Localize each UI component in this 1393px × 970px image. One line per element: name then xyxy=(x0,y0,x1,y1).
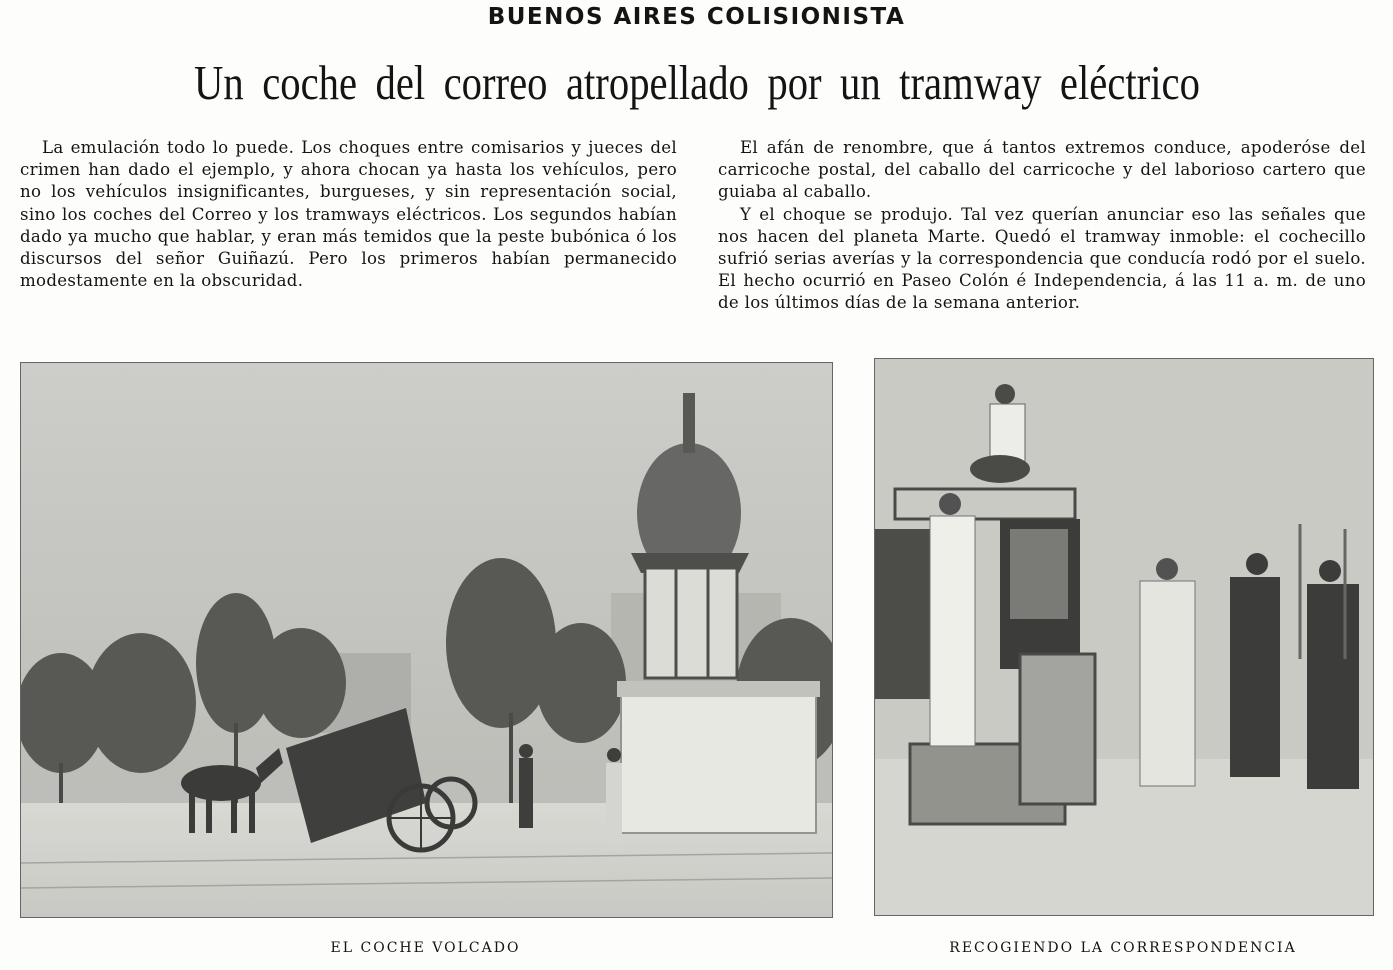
photo-caption-left: EL COCHE VOLCADO xyxy=(330,940,521,956)
photo-collecting-mail-illustration xyxy=(875,359,1373,915)
photo-caption-right: RECOGIENDO LA CORRESPONDENCIA xyxy=(949,940,1297,956)
article-paragraph: Y el choque se produjo. Tal vez querían anunciar eso las señales que nos hacen del planeta Marte. Quedó el tramway inmoble: el cochecillo sufrió serias averías y la correspondencia que conducía rodó por el suelo. El hecho ocurrió en Paseo Colón é Independencia, á las 11 a. m. de uno de los últimos días de la semana anterior. xyxy=(718,204,1366,313)
photo-overturned-coach-illustration xyxy=(21,363,832,917)
headline-text: Un coche del correo atropellado por un tramway eléctrico xyxy=(193,55,1200,110)
article-column-left xyxy=(20,137,677,292)
headline xyxy=(0,52,1393,114)
photo-collecting-mail xyxy=(874,358,1374,916)
article-column-right xyxy=(718,137,1366,315)
photo-overturned-coach xyxy=(20,362,833,918)
article-paragraph: La emulación todo lo puede. Los choques entre comisarios y jueces del crimen han dado el ejemplo, y ahora chocan ya hasta los vehículos, pero no los vehículos insignificantes, burgueses, y sin representación social, sino los coches del Correo y los tramways eléctricos. Los segundos habían dado ya mucho que hablar, y eran más temidos que la peste bubónica ó los discursos del señor Guiñazú. Pero los primeros habían permanecido modestamente en la obscuridad. xyxy=(20,138,677,291)
section-title: BUENOS AIRES COLISIONISTA xyxy=(487,4,906,30)
article-paragraph: El afán de renombre, que á tantos extremos conduce, apoderóse del carricoche postal, del caballo del carricoche y del laborioso cartero que guiaba al caballo. xyxy=(718,138,1366,202)
